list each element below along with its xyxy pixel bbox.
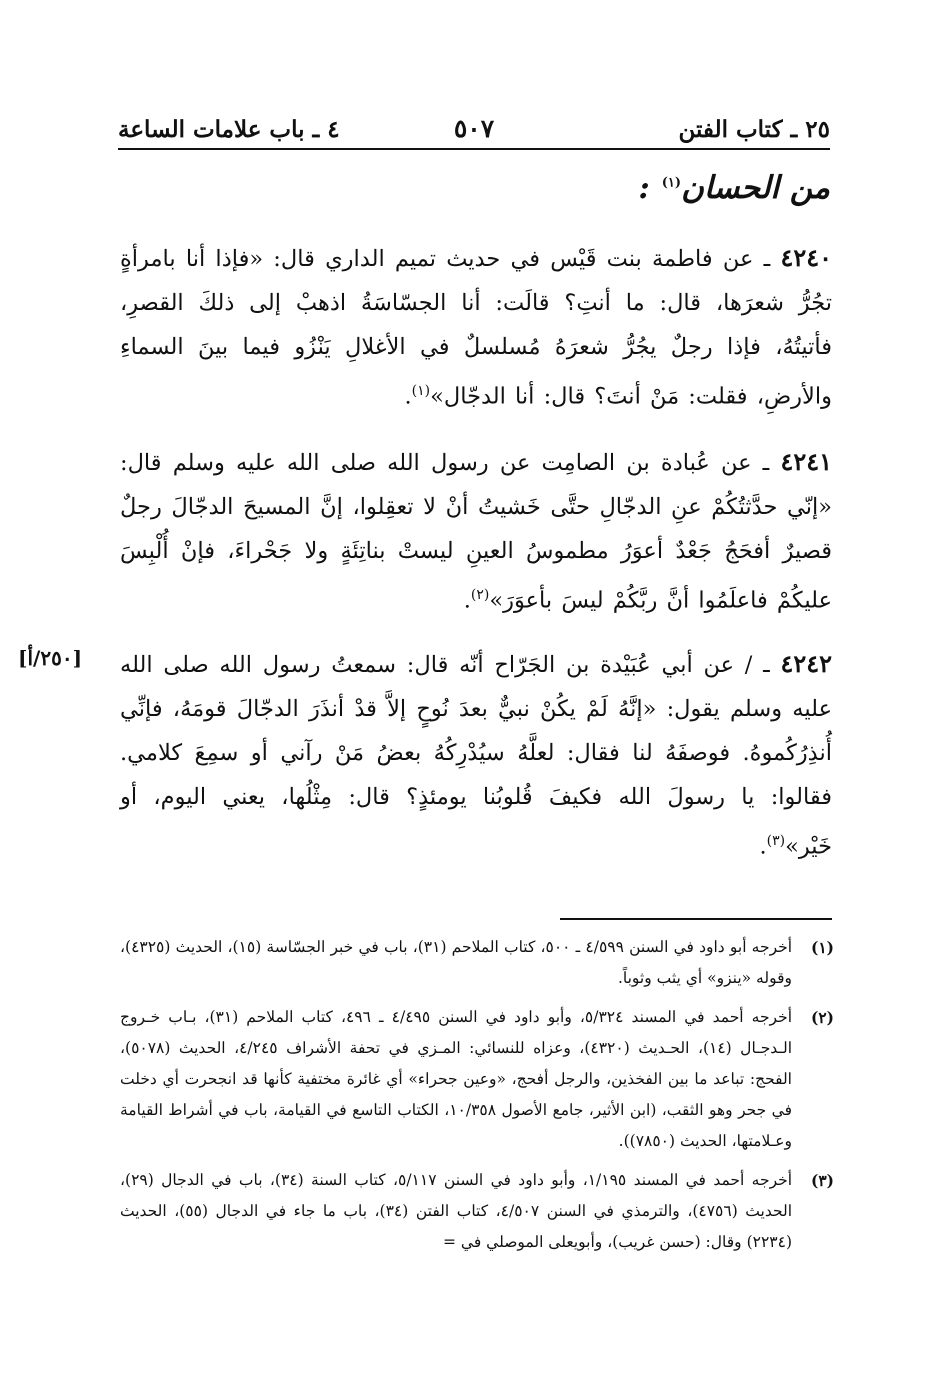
footnote-text: أخرجه أحمد في المسند ٥/٣٢٤، وأبو داود في السنن ٤/٤٩٥ ـ ٤٩٦، كتاب الملاحم (٣١)، بـاب خـروج الـدجـال (١٤)، الحـديث (٤٣٢٠)، وعزاه للنسائي: المـزي في تحفة الأشراف ٤/٢٤٥، الحديث (٥٠٧٨)، الفحج: تباعد ما بين الفخذين، والرجل أفحج، «وعين جحراء» أي غائرة مختفية كأنها قد انجحرت أي دخلت في جحر وهو الثقب، (ابن الأثير، جامع الأصول ١٠/٣٥٨، الكتاب التاسع في القيامة، باب في أشراط القيامة وعـلامتها، الحديث (٧٨٥٠)). xyxy=(120,1008,792,1150)
footnote-ref: (١) xyxy=(411,383,431,399)
footnote-number: (٣) xyxy=(810,1171,834,1190)
section-title-note: (١) xyxy=(661,175,682,191)
section-title-colon: : xyxy=(638,170,650,206)
footnote-number: (٢) xyxy=(810,1008,834,1027)
hadith-number: ٤٢٤١ xyxy=(780,447,832,476)
manuscript-folio-ref: [٢٥٠/أ] xyxy=(18,646,83,670)
footnote-text: أخرجه أبو داود في السنن ٤/٥٩٩ ـ ٥٠٠، كتاب الملاحم (٣١)، باب في خبر الجسّاسة (١٥)، الحديث (٤٣٢٥)، وقوله «ينزو» أي يثب وثوباً. xyxy=(120,938,793,987)
hadith-text: ـ عن عُبادة بن الصامِت عن رسول الله صلى الله عليه وسلم قال: «إنّي حدَّثتُكُمْ عنِ الدجّالِ حتَّى خَشيتُ أنْ لا تعقِلوا، إنَّ المسيحَ الدجّالَ رجلٌ قصيرٌ أفحَجُ جَعْدٌ أعوَرُ مطموسُ العينِ ليستْ بناتِئَةٍ ولا جَحْراءَ، فإنْ أُلْبِسَ عليكُمْ فاعلَمُوا أنَّ ربَّكُمْ ليسَ بأعوَرَ» xyxy=(120,450,832,614)
hadith-number: ٤٢٤٠ xyxy=(780,243,832,272)
header-chapter: ٢٥ ـ كتاب الفتن xyxy=(678,116,830,143)
footnote-rule xyxy=(560,918,832,920)
footnote-number: (١) xyxy=(810,938,834,957)
section-title xyxy=(638,170,830,220)
section-title-text: من الحسان xyxy=(681,170,830,206)
footnote-text: أخرجه أحمد في المسند ١/١٩٥، وأبو داود في السنن ٥/١١٧، كتاب السنة (٣٤)، باب في الدجال (٢٩)، الحديث (٤٧٥٦)، والترمذي في السنن ٤/٥٠٧، كتاب الفتن (٣٤)، باب ما جاء في الدجال (٥٥)، الحديث (٢٢٣٤) وقال: (حسن غريب)، وأبويعلى الموصلي في = xyxy=(120,1171,793,1251)
hadith-end: . xyxy=(404,383,412,410)
hadith-4241 xyxy=(120,440,832,623)
hadith-text: ـ / عن أبي عُبَيْدة بن الجَرّاح أنّه قال: سمعتُ رسول الله صلى الله عليه وسلم يقول: «إنَّهُ لَمْ يكُنْ نبيٌّ بعدَ نُوحٍ إلاَّ قدْ أنذَرَ الدجّالَ قومَهُ، فإنِّي أُنذِرُكُموهُ. فوصفَهُ لنا فقال: لعلَّهُ سيُدْرِكُهُ بعضُ مَنْ رآني أو سمِعَ كلامي. فقالوا: يا رسولَ الله فكيفَ قُلوبُنا يومئذٍ؟ قال: مِثْلُها، يعني اليوم، أو خَيْر» xyxy=(120,652,832,860)
footnote-2 xyxy=(120,1002,834,1157)
footnotes xyxy=(120,932,834,1266)
running-header xyxy=(118,110,830,150)
hadith-4242 xyxy=(120,642,832,869)
hadith-end: . xyxy=(759,833,767,860)
hadith-number: ٤٢٤٢ xyxy=(780,649,832,678)
hadith-text: ـ عن فاطمة بنت قَيْس في حديث تميم الداري قال: «فإذا أنا بامرأةٍ تجُرُّ شعرَها، قال: ما أنتِ؟ قالَت: أنا الجسّاسَةُ اذهبْ إلى ذلكَ القصرِ، فأتيتُهُ، فإذا رجلٌ يجُرُّ شعرَهُ مُسلسلٌ في الأغلالِ يَنْزُو فيما بينَ السماءِ والأرضِ، فقلت: مَنْ أنتَ؟ قال: أنا الدجّال» xyxy=(120,246,832,410)
header-section: ٤ ـ باب علامات الساعة xyxy=(118,116,340,143)
footnote-3 xyxy=(120,1165,834,1258)
footnote-ref: (٣) xyxy=(766,833,786,849)
footnote-1 xyxy=(120,932,834,994)
page-number: ٥٠٧ xyxy=(453,114,495,143)
hadith-4240 xyxy=(120,236,832,419)
hadith-end: . xyxy=(463,587,471,614)
header-rule xyxy=(118,148,830,150)
footnote-ref: (٢) xyxy=(470,587,490,603)
